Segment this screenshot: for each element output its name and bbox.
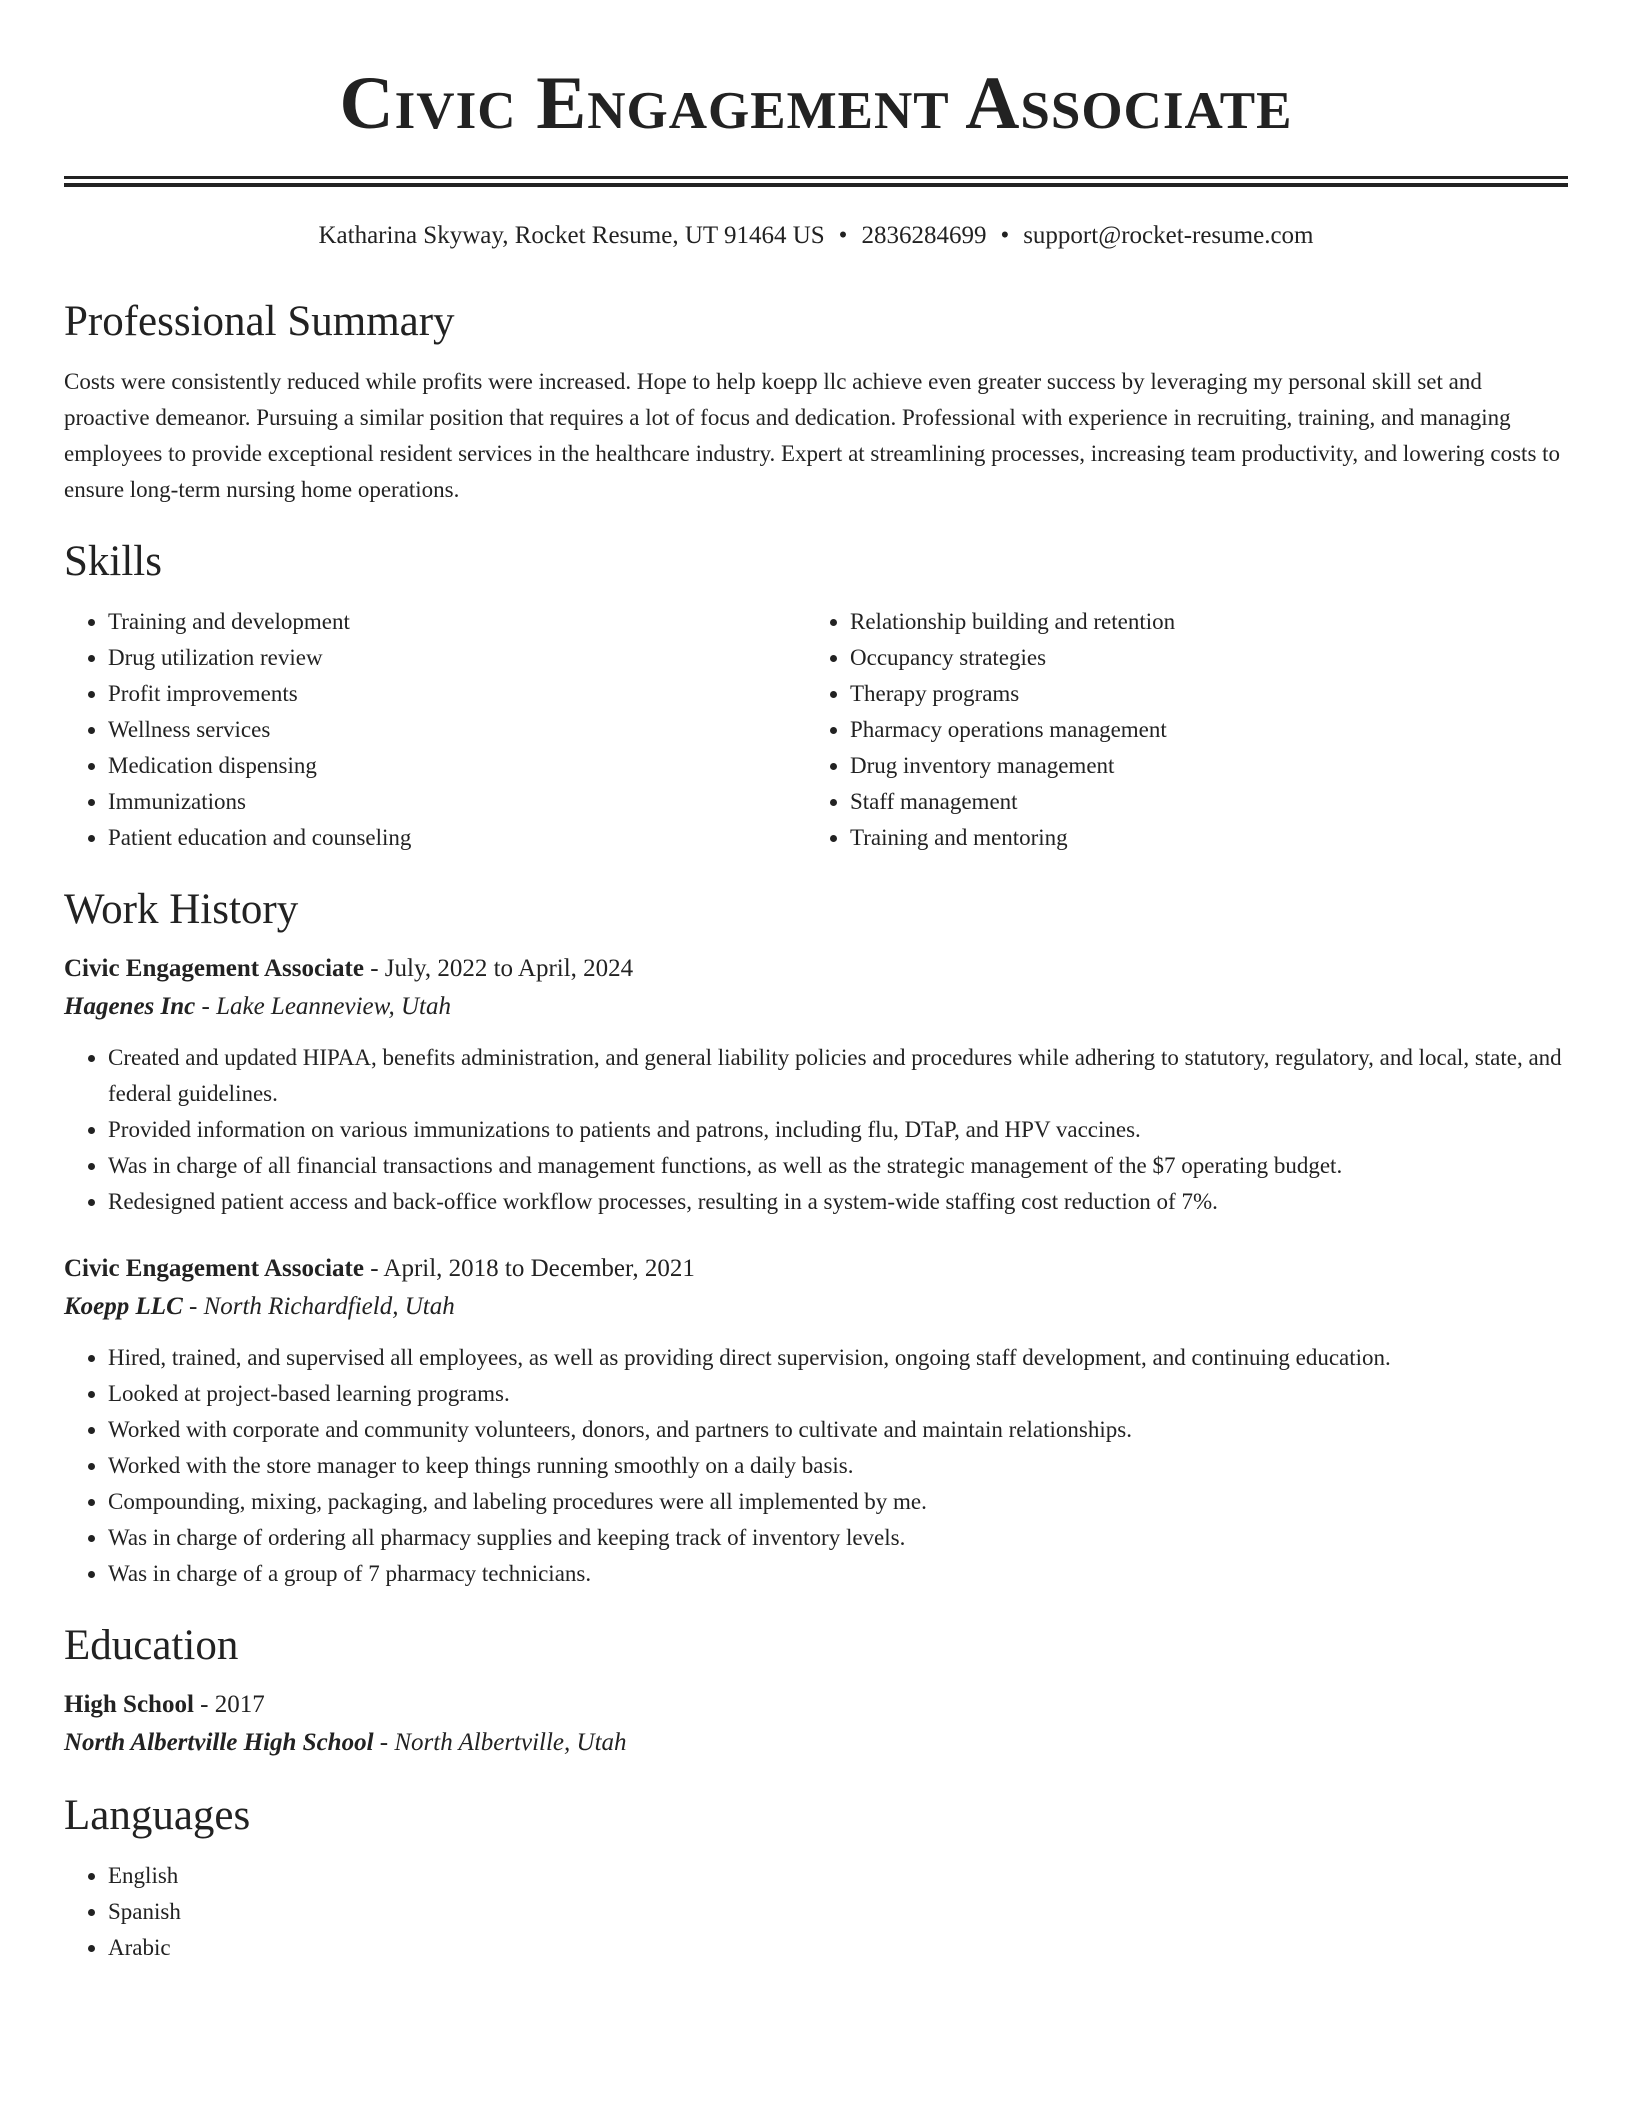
skills-column-right bbox=[806, 604, 1548, 856]
skill-item: • Therapy programs bbox=[850, 676, 1548, 712]
contact-separator: • bbox=[838, 222, 848, 249]
skills-column-left bbox=[64, 604, 806, 856]
skill-item: • Profit improvements bbox=[108, 676, 806, 712]
job-title-line bbox=[64, 950, 1568, 988]
skill-item: • Immunizations bbox=[108, 784, 806, 820]
job-location: - Lake Leanneview, Utah bbox=[195, 993, 451, 1020]
contact-email: support@rocket-resume.com bbox=[1023, 222, 1314, 249]
job-entry bbox=[64, 950, 1568, 1220]
job-dates: - July, 2022 to April, 2024 bbox=[363, 955, 634, 982]
job-company-line bbox=[64, 1288, 1568, 1326]
job-bullet: • Was in charge of all financial transactions and management functions, as well as the strategic management of the $7 operating budget. bbox=[108, 1148, 1568, 1184]
summary-text: Costs were consistently reduced while profits were increased. Hope to help koepp llc achieve even greater success by leveraging my personal skill set and proactive demeanor. Pursuing a similar position that requires a lot of focus and dedication. Professional with experience in recruiting, training, and managing employees to provide exceptional resident services in the healthcare industry. Expert at streamlining processes, increasing team productivity, and lowering costs to ensure long-term nursing home operations. bbox=[64, 369, 1561, 502]
job-bullet: • Hired, trained, and supervised all employees, as well as providing direct supervision, ongoing staff development, and continuing education. bbox=[108, 1340, 1568, 1376]
job-bullet: • Redesigned patient access and back-office workflow processes, resulting in a system-wide staffing cost reduction of 7%. bbox=[108, 1184, 1568, 1220]
languages-heading: Languages bbox=[64, 1792, 251, 1839]
skills-list-left bbox=[64, 604, 806, 856]
job-title: Civic Engagement Associate bbox=[64, 955, 364, 982]
job-bullet: • Was in charge of ordering all pharmacy supplies and keeping track of inventory levels. bbox=[108, 1520, 1568, 1556]
job-company: Koepp LLC bbox=[64, 1293, 183, 1320]
skill-item: • Training and development bbox=[108, 604, 806, 640]
job-bullet: • Created and updated HIPAA, benefits administration, and general liability policies and procedures while adhering to statutory, regulatory, and local, state, and federal guidelines. bbox=[108, 1040, 1568, 1112]
education-location: - North Albertville, Utah bbox=[373, 1729, 627, 1756]
job-bullet: • Provided information on various immunizations to patients and patrons, including flu, DTaP, and HPV vaccines. bbox=[108, 1112, 1568, 1148]
education-school-line bbox=[64, 1724, 1568, 1762]
work-history-heading: Work History bbox=[64, 886, 299, 933]
skill-item: • Occupancy strategies bbox=[850, 640, 1548, 676]
contact-address: Katharina Skyway, Rocket Resume, UT 91464 US bbox=[318, 222, 825, 249]
summary-section bbox=[64, 294, 1568, 508]
job-bullet-list bbox=[64, 1040, 1568, 1220]
job-title-line bbox=[64, 1250, 1568, 1288]
language-item: • English bbox=[108, 1858, 1568, 1894]
skills-list-right bbox=[806, 604, 1548, 856]
job-company: Hagenes Inc bbox=[64, 993, 196, 1020]
skills-grid bbox=[64, 604, 1568, 856]
language-item: • Arabic bbox=[108, 1930, 1568, 1966]
skill-item: • Training and mentoring bbox=[850, 820, 1548, 856]
skill-item: • Staff management bbox=[850, 784, 1548, 820]
job-title: Civic Engagement Associate bbox=[64, 1255, 364, 1282]
languages-section bbox=[64, 1788, 1568, 1966]
job-bullet-list bbox=[64, 1340, 1568, 1592]
job-bullet: • Was in charge of a group of 7 pharmacy technicians. bbox=[108, 1556, 1568, 1592]
job-bullet: • Looked at project-based learning programs. bbox=[108, 1376, 1568, 1412]
education-section bbox=[64, 1618, 1568, 1762]
job-company-line bbox=[64, 988, 1568, 1026]
job-bullet: • Compounding, mixing, packaging, and labeling procedures were all implemented by me. bbox=[108, 1484, 1568, 1520]
skill-item: • Patient education and counseling bbox=[108, 820, 806, 856]
resume-title: Civic Engagement Associate bbox=[339, 62, 1293, 145]
skill-item: • Wellness services bbox=[108, 712, 806, 748]
education-heading: Education bbox=[64, 1622, 239, 1669]
title-divider bbox=[64, 176, 1568, 187]
contact-line bbox=[64, 220, 1568, 252]
job-dates: - April, 2018 to December, 2021 bbox=[363, 1255, 695, 1282]
languages-list bbox=[64, 1858, 1568, 1966]
skills-heading: Skills bbox=[64, 538, 162, 585]
contact-separator: • bbox=[1000, 222, 1010, 249]
education-year: - 2017 bbox=[193, 1691, 265, 1718]
skill-item: • Drug inventory management bbox=[850, 748, 1548, 784]
skill-item: • Pharmacy operations management bbox=[850, 712, 1548, 748]
contact-phone: 2836284699 bbox=[861, 222, 987, 249]
job-entry bbox=[64, 1250, 1568, 1592]
skill-item: • Drug utilization review bbox=[108, 640, 806, 676]
job-bullet: • Worked with the store manager to keep things running smoothly on a daily basis. bbox=[108, 1448, 1568, 1484]
job-location: - North Richardfield, Utah bbox=[182, 1293, 455, 1320]
skill-item: • Relationship building and retention bbox=[850, 604, 1548, 640]
job-bullet: • Worked with corporate and community volunteers, donors, and partners to cultivate and maintain relationships. bbox=[108, 1412, 1568, 1448]
work-history-section bbox=[64, 882, 1568, 1592]
education-entry bbox=[64, 1686, 1568, 1762]
education-degree-line bbox=[64, 1686, 1568, 1724]
language-item: • Spanish bbox=[108, 1894, 1568, 1930]
skills-section bbox=[64, 534, 1568, 856]
summary-heading: Professional Summary bbox=[64, 298, 455, 345]
education-school: North Albertville High School bbox=[64, 1729, 374, 1756]
education-degree: High School bbox=[64, 1691, 194, 1718]
skill-item: • Medication dispensing bbox=[108, 748, 806, 784]
